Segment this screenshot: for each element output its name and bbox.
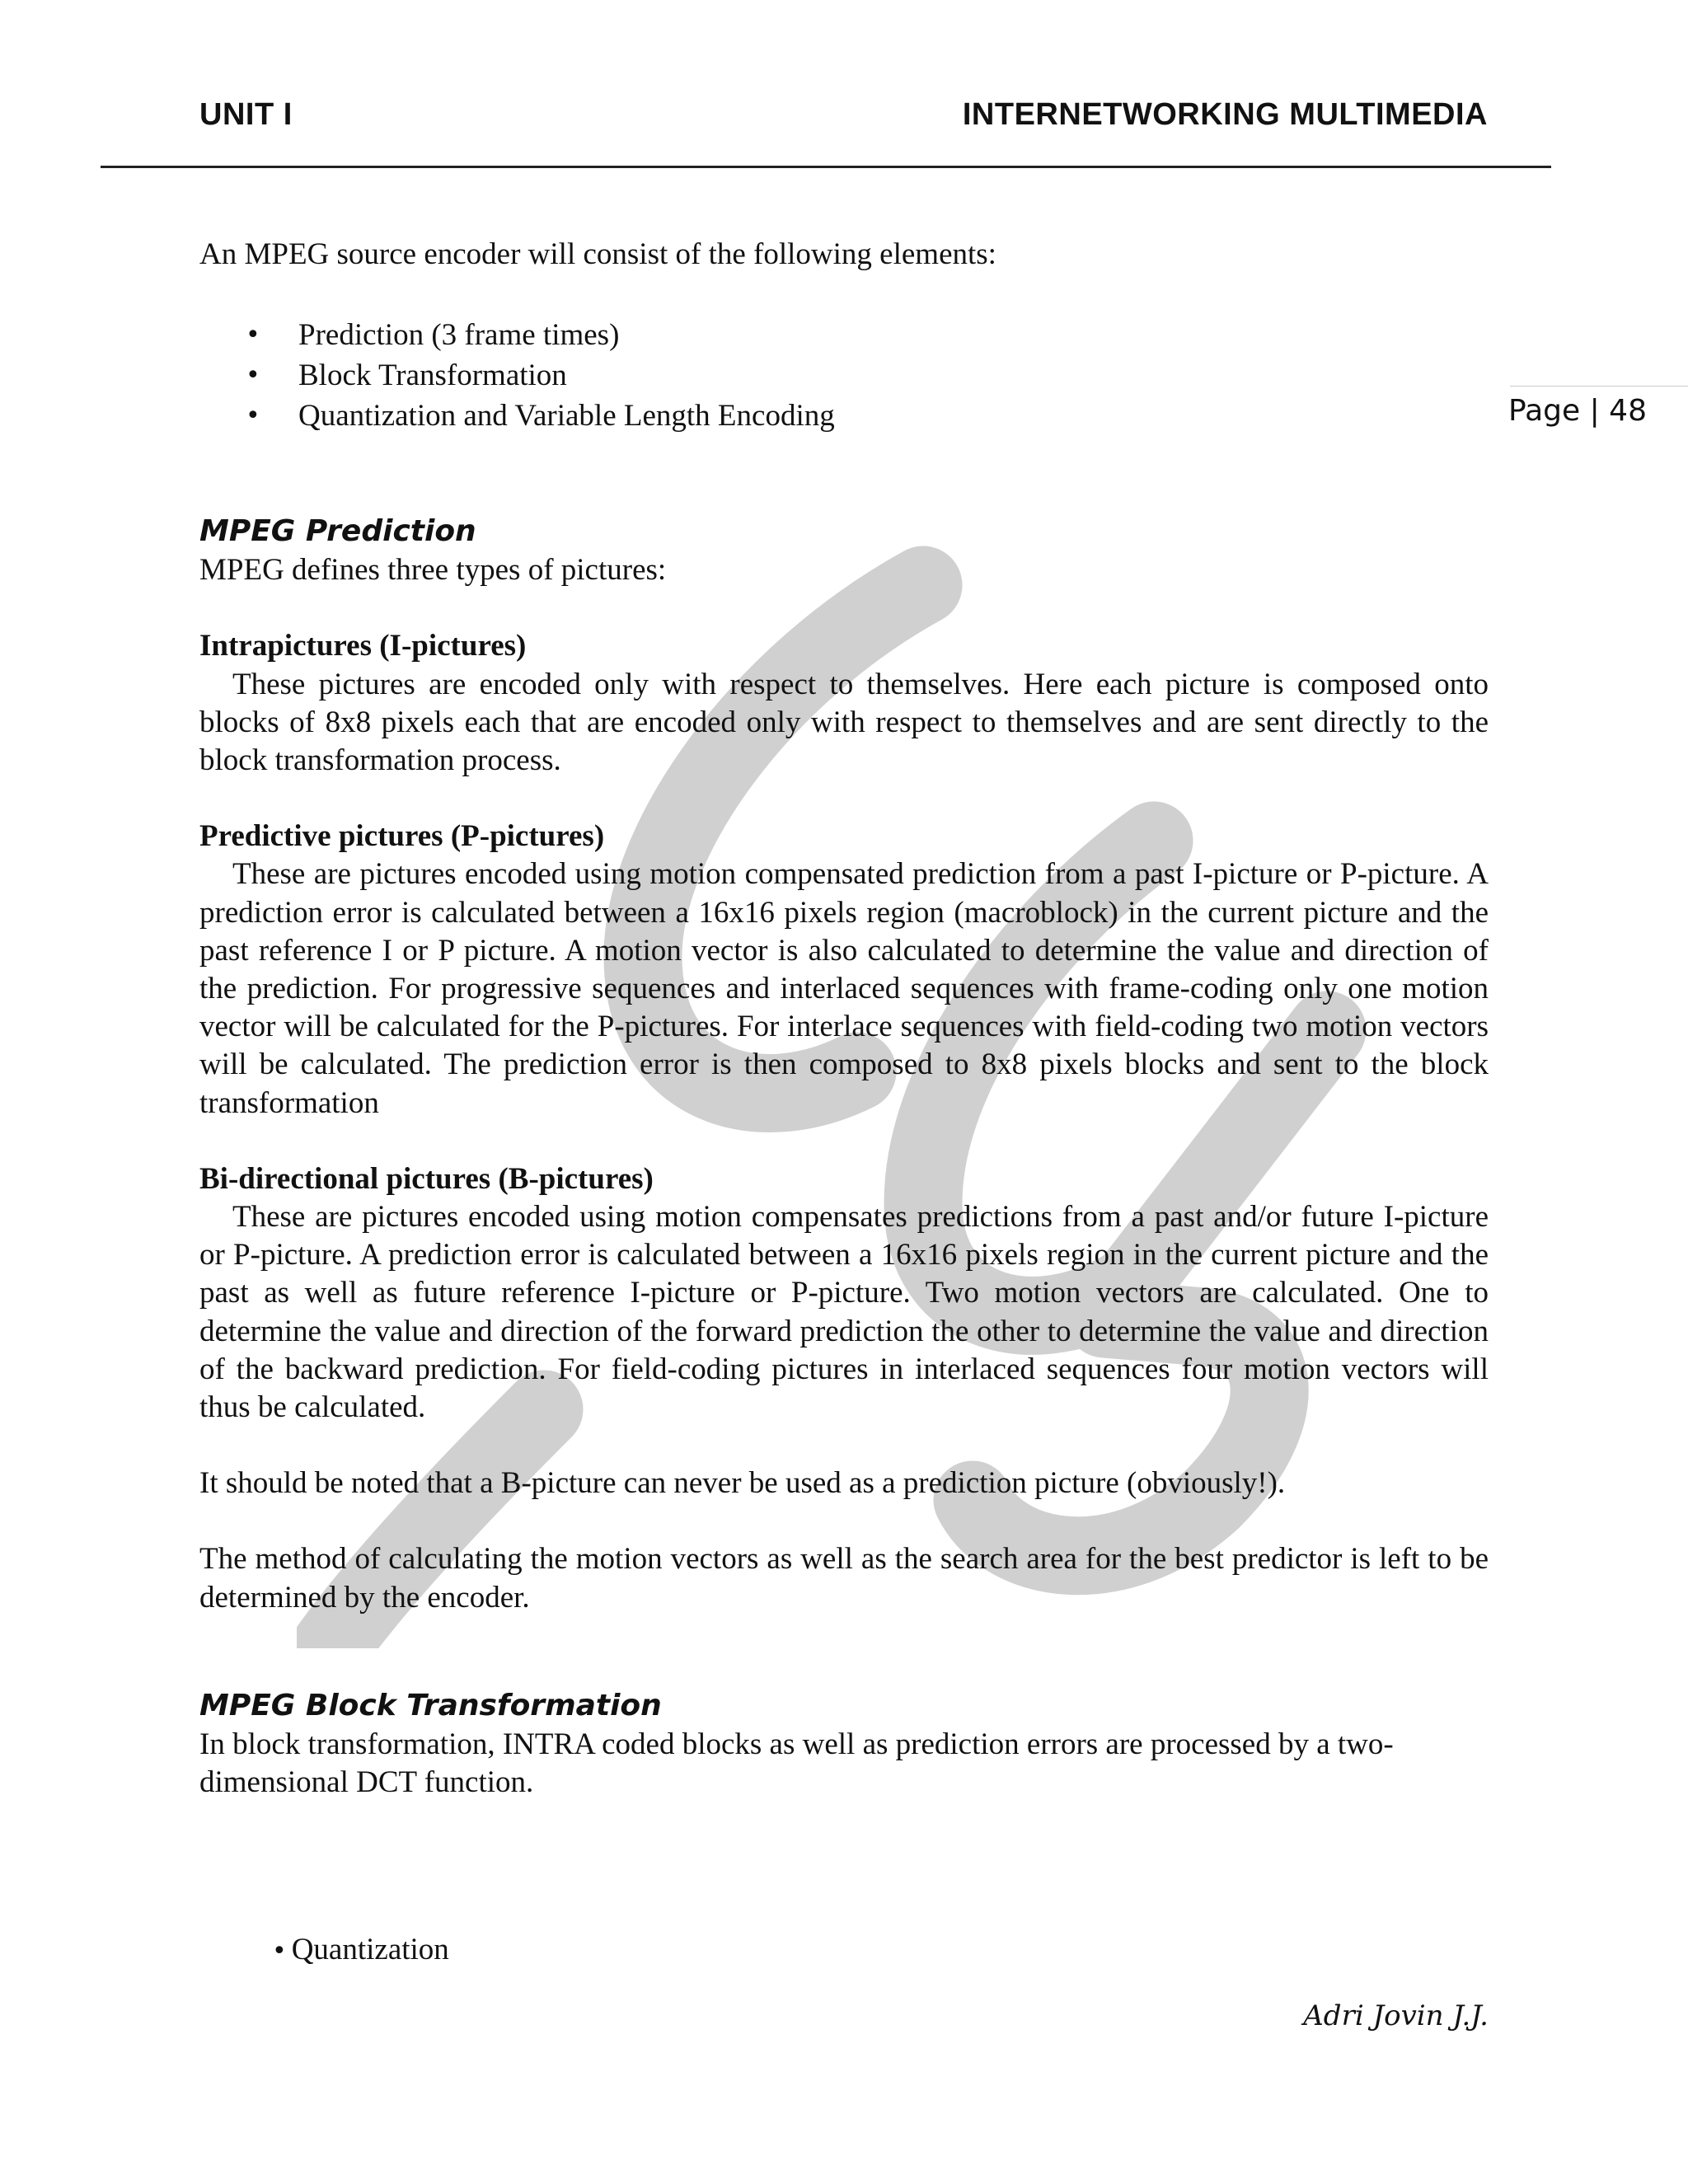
page-number: Page | 48 <box>1508 394 1647 428</box>
header-rule <box>101 166 1551 168</box>
method-paragraph: The method of calculating the motion vectors as well as the search area for the best predictor is left to be determined by the encoder. <box>199 1542 1489 1615</box>
subheading-predictive: Predictive pictures (P-pictures) <box>199 819 605 854</box>
author-signature: Adri Jovin J.J. <box>1303 1999 1489 2032</box>
list-item: • Block Transformation <box>199 355 1489 396</box>
section-heading-block-transformation: MPEG Block Transformation <box>199 1688 662 1722</box>
predictive-paragraph: These are pictures encoded using motion compensated prediction from a past I-picture or P-picture. A prediction error is calculated between a 16x16 pixels region (macroblock) in the current picture and the past reference I or P picture. A motion vector is also calculated to determine the value and direction of the prediction. For progressive sequences and interlaced sequences with frame-coding only one motion vector will be calculated for the P-pictures. For interlace sequences with field-coding two motion vectors will be calculated. The prediction error is then composed to 8x8 pixels blocks and sent to the block transformation <box>199 857 1489 1120</box>
subheading-bidirectional: Bi-directional pictures (B-pictures) <box>199 1161 654 1196</box>
section-heading-prediction: MPEG Prediction <box>199 514 476 549</box>
bullet-icon: • <box>246 361 260 391</box>
note-paragraph: It should be noted that a B-picture can never be used as a prediction picture (obviously!). <box>199 1466 1286 1501</box>
bullet-icon: • <box>272 1937 287 1966</box>
block-paragraph: In block transformation, INTRA coded blocks as well as prediction errors are processed by a two-dimensional DCT function. <box>199 1727 1394 1800</box>
intra-paragraph: These pictures are encoded only with respect to themselves. Here each picture is composed onto blocks of 8x8 pixels each that are encoded only with respect to themselves and are sent directly to the block transformation process. <box>199 667 1489 778</box>
page-number-rule <box>1510 386 1688 387</box>
bidirectional-paragraph: These are pictures encoded using motion compensates predictions from a past and/or future I-picture or P-picture. A prediction error is calculated between a 16x16 pixels region in the current picture and the past as well as future reference I-picture or P-picture. Two motion vectors are calculated. One to determine the value and direction of the forward prediction the other to determine the value and direction of the backward prediction. For field-coding pictures in interlaced sequences four motion vectors will thus be calculated. <box>199 1200 1489 1425</box>
prediction-intro: MPEG defines three types of pictures: <box>199 553 667 588</box>
quantization-list-item: • Quantization <box>272 1933 449 1966</box>
list-item: • Quantization and Variable Length Encoding <box>199 396 1489 436</box>
main-content <box>199 236 1489 1802</box>
header-unit: UNIT I <box>199 97 293 132</box>
subheading-intra: Intrapictures (I-pictures) <box>199 629 527 663</box>
bullet-icon: • <box>246 401 260 431</box>
list-item: • Prediction (3 frame times) <box>199 315 1489 355</box>
elements-list <box>199 315 1489 436</box>
intro-text: An MPEG source encoder will consist of the following elements: <box>199 237 996 271</box>
header-subject: INTERNETWORKING MULTIMEDIA <box>962 97 1488 132</box>
bullet-icon: • <box>246 321 260 350</box>
